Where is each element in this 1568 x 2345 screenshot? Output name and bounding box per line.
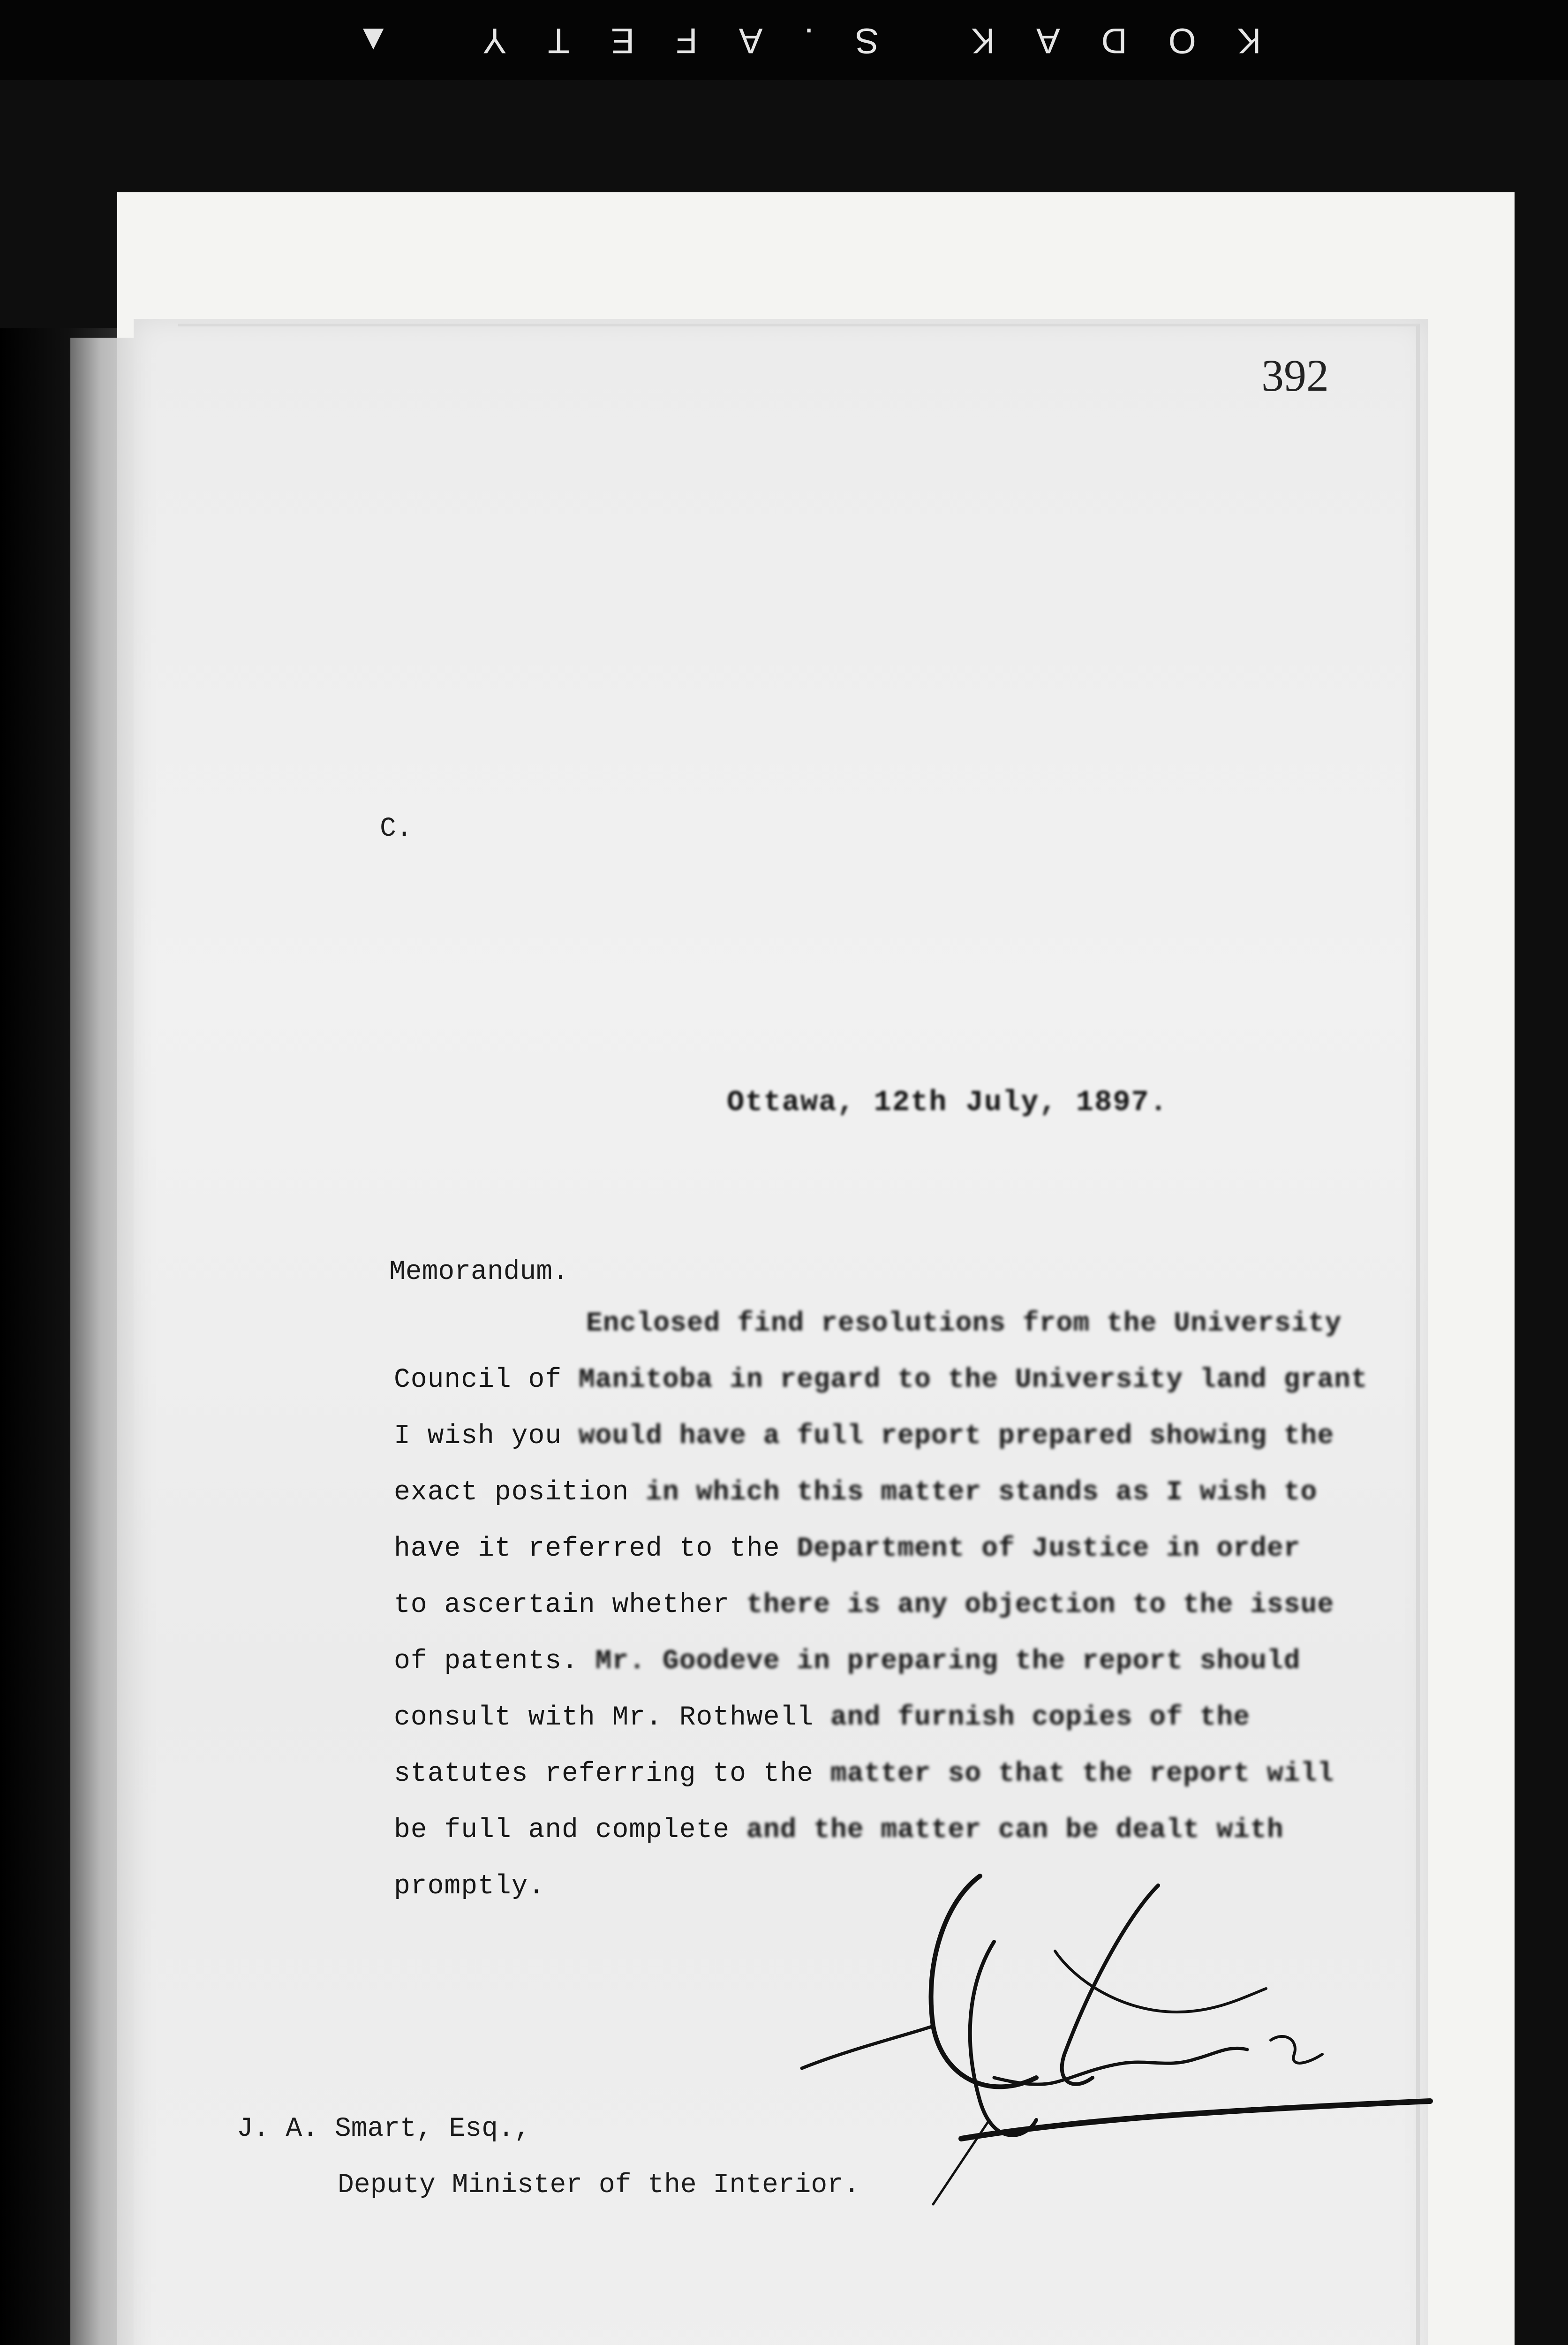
- date-line: Ottawa, 12th July, 1897.: [727, 1086, 1168, 1119]
- body-line: of patents. Mr. Goodeve in preparing the report should: [394, 1646, 1301, 1677]
- film-edge-top: [0, 0, 1568, 80]
- page-number: 392: [1261, 350, 1329, 401]
- film-edge-text: KODAK S.AFETY ▲: [314, 21, 1261, 61]
- body-line: Enclosed find resolutions from the University: [586, 1309, 1342, 1339]
- body-line: Council of Manitoba in regard to the University land grant: [394, 1365, 1368, 1395]
- body-line: I wish you would have a full report prepared showing the: [394, 1421, 1334, 1452]
- addressee-title: Deputy Minister of the Interior.: [338, 2170, 860, 2201]
- body-line: promptly.: [394, 1871, 545, 1902]
- body-line: have it referred to the Department of Justice in order: [394, 1534, 1301, 1564]
- addressee-block: [237, 2101, 860, 2214]
- memo-heading: Memorandum.: [389, 1257, 569, 1287]
- body-line: exact position in which this matter stands as I wish to: [394, 1477, 1318, 1508]
- memo-body: [394, 1309, 1379, 1928]
- copy-mark: C.: [380, 814, 413, 844]
- body-line: statutes referring to the matter so that the report will: [394, 1759, 1334, 1789]
- body-line: consult with Mr. Rothwell and furnish copies of the: [394, 1702, 1251, 1733]
- addressee-name: J. A. Smart, Esq.,: [237, 2114, 531, 2144]
- body-line: be full and complete and the matter can be dealt with: [394, 1815, 1284, 1846]
- handwritten-signature: [792, 1857, 1440, 2214]
- body-line: to ascertain whether there is any objection to the issue: [394, 1590, 1334, 1620]
